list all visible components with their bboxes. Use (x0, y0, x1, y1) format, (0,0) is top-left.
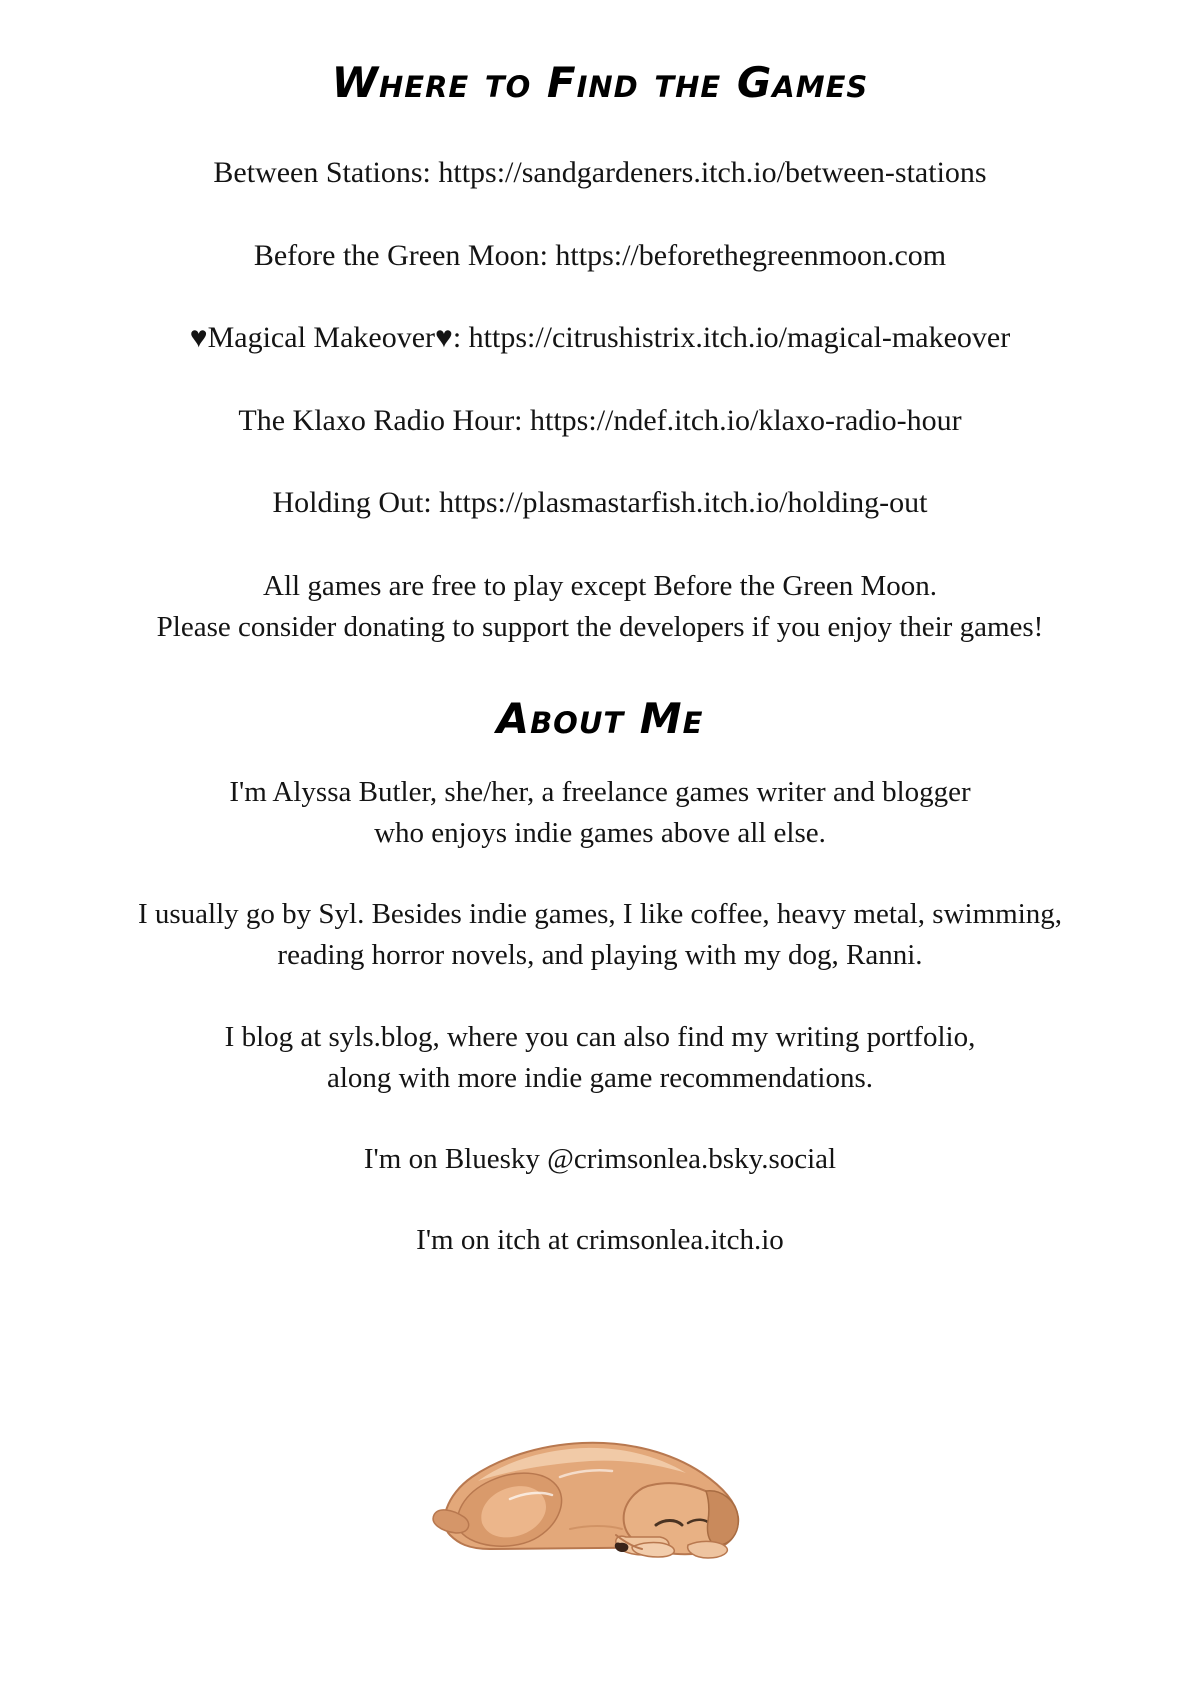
page-title-find-games: Where to Find the Games (331, 58, 869, 107)
about-paragraph: I blog at syls.blog, where you can also find my writing portfolio, along with more indie game recommendations. (224, 1020, 976, 1094)
page-title-about-me: About Me (496, 693, 704, 743)
illustration-container (0, 1419, 1200, 1569)
donation-note-line-1: All games are free to play except Before the Green Moon. (263, 569, 937, 602)
list-item: ♥Magical Makeover♥: https://citrushistrix.itch.io/magical-makeover (189, 321, 1011, 354)
about-paragraph: I'm on Bluesky @crimsonlea.bsky.social (363, 1142, 837, 1175)
about-paragraph: I'm on itch at crimsonlea.itch.io (416, 1224, 784, 1257)
donation-note-line-2: Please consider donating to support the developers if you enjoy their games! (156, 610, 1044, 643)
games-list (100, 153, 1100, 524)
list-item: Before the Green Moon: https://beforethegreenmoon.com (253, 238, 947, 272)
sleeping-dog-icon (420, 1419, 780, 1569)
list-item: Between Stations: https://sandgardeners.itch.io/between-stations (213, 156, 987, 189)
about-paragraph: I'm Alyssa Butler, she/her, a freelance games writer and blogger who enjoys indie games above all else. (229, 775, 971, 850)
about-paragraph: I usually go by Syl. Besides indie games, I like coffee, heavy metal, swimming, reading horror novels, and playing with my dog, Ranni. (137, 898, 1063, 972)
donation-note (100, 566, 1100, 648)
list-item: Holding Out: https://plasmastarfish.itch.io/holding-out (272, 486, 928, 519)
list-item: The Klaxo Radio Hour: https://ndef.itch.io/klaxo-radio-hour (238, 403, 962, 437)
about-me-body (100, 772, 1100, 1261)
